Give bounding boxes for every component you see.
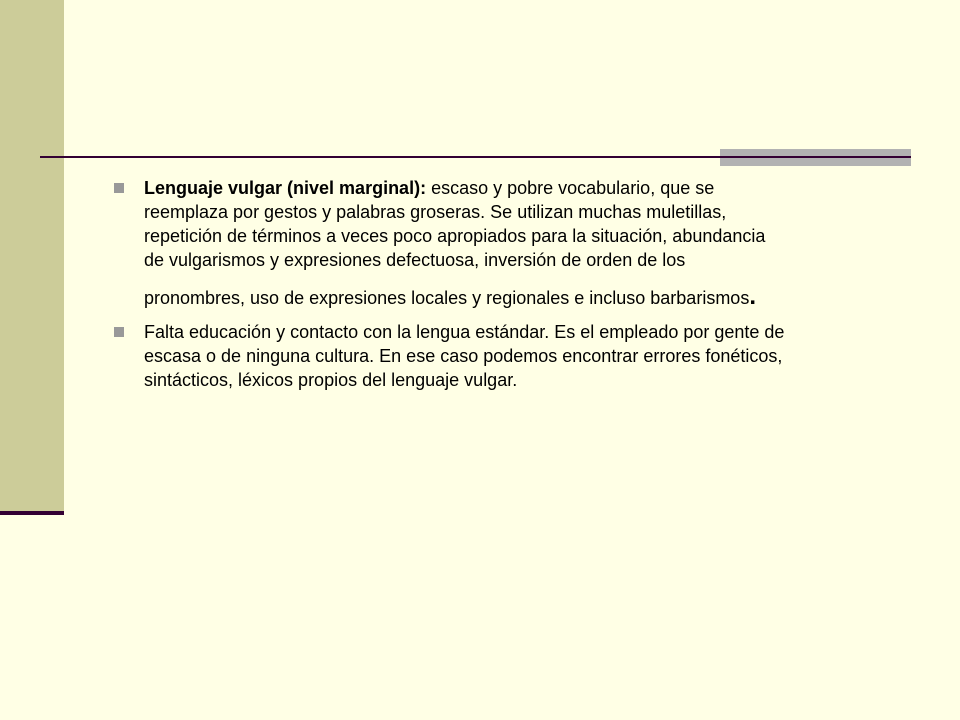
square-bullet-icon — [114, 183, 124, 193]
bullet1-final-period: . — [749, 283, 756, 310]
bullet1-line5 — [144, 285, 904, 310]
bullet-item-lenguaje-vulgar — [114, 176, 904, 310]
title-rule-accent-line — [720, 156, 911, 158]
bullet1-line1-rest: escaso y pobre vocabulario, que se — [426, 178, 715, 198]
slide-body — [114, 176, 904, 402]
bullet2-line3: sintácticos, léxicos propios del lenguaje vulgar. — [144, 370, 518, 390]
bullet1-line4: de vulgarismos y expresiones defectuosa, inversión de orden de los — [144, 250, 686, 270]
side-band-underline — [0, 511, 64, 515]
bullet2-line1: Falta educación y contacto con la lengua estándar. Es el empleado por gente de — [144, 322, 785, 342]
bullet1-lead: Lenguaje vulgar (nivel marginal): — [144, 178, 427, 198]
bullet1-line3: repetición de términos a veces poco apropiados para la situación, abundancia — [144, 226, 766, 246]
side-decor-band — [0, 0, 64, 512]
bullet1-line2: reemplaza por gestos y palabras groseras. Se utilizan muchas muletillas, — [144, 202, 727, 222]
bullet1-line5-text: pronombres, uso de expresiones locales y regionales e incluso barbarismos — [144, 288, 750, 308]
bullet-item-falta-educacion — [114, 320, 904, 392]
square-bullet-icon — [114, 327, 124, 337]
bullet2-line2: escasa o de ninguna cultura. En ese caso podemos encontrar errores fonéticos, — [144, 346, 783, 366]
bullet1-line1 — [144, 176, 904, 200]
